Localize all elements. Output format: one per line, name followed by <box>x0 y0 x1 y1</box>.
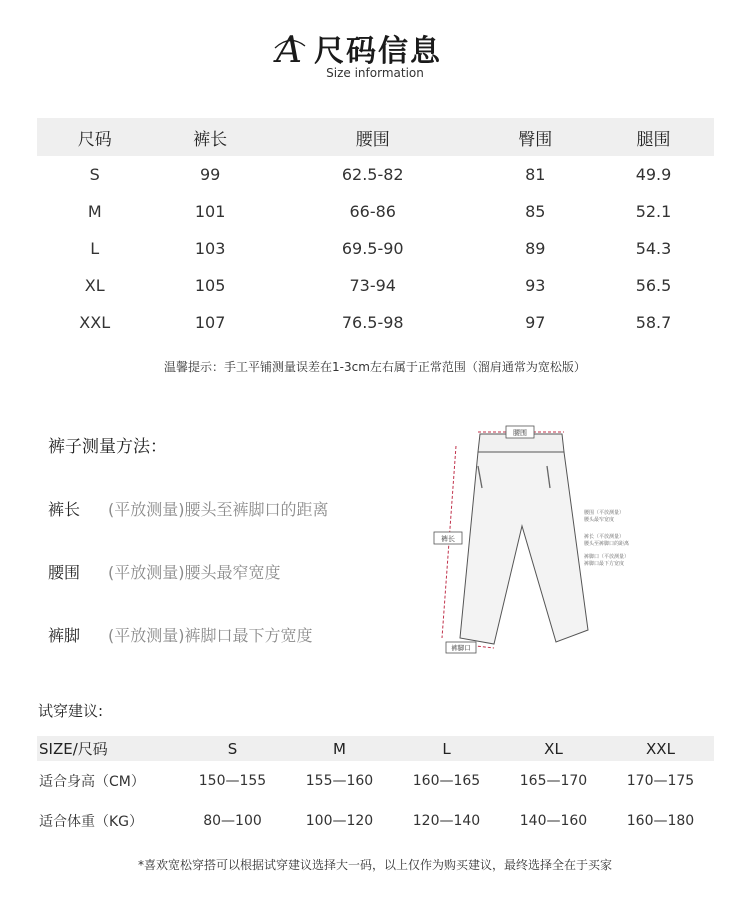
header-cell: 尺码 <box>37 118 152 156</box>
cell: S <box>89 165 100 184</box>
page-title <box>272 26 442 70</box>
header-cell: XXL <box>607 736 714 761</box>
method-label: 裤长 <box>48 500 81 519</box>
method-item <box>48 497 329 520</box>
header-cell: S <box>179 736 286 761</box>
table-row <box>37 761 714 801</box>
fit-table <box>37 736 714 841</box>
cell: 160—165 <box>412 773 481 789</box>
table-row <box>37 304 714 341</box>
table-row <box>37 193 714 230</box>
header-cell: M <box>286 736 393 761</box>
cell: 155—160 <box>305 773 374 789</box>
header-cell: 臀围 <box>478 118 593 156</box>
diagram-note: 腰头至裤脚口的距离 <box>584 541 630 547</box>
waist-tag-text: 腰围 <box>513 429 527 437</box>
size-table <box>37 118 714 341</box>
cell: 160—180 <box>626 813 695 829</box>
cell: 58.7 <box>635 313 672 332</box>
header-cell: 腿围 <box>593 118 714 156</box>
cell: 49.9 <box>635 165 672 184</box>
brand-logo <box>272 28 308 68</box>
cell: 适合身高（CM） <box>39 774 145 790</box>
method-desc: (平放测量)裤脚口最下方宽度 <box>108 626 313 645</box>
measurement-tip: 温馨提示：手工平铺测量误差在1-3cm左右属于正常范围（溜肩通常为宽松版） <box>164 360 586 374</box>
length-tag-text: 裤长 <box>441 535 455 543</box>
fit-title: 试穿建议: <box>38 702 104 720</box>
cell: L <box>90 239 100 258</box>
cell: 105 <box>194 276 226 295</box>
header-cell: XL <box>500 736 607 761</box>
cell: M <box>87 202 102 221</box>
header-cell: 腰围 <box>268 118 478 156</box>
cell: 140—160 <box>519 813 588 829</box>
diagram-note: 腰头最窄宽度 <box>584 517 615 523</box>
header-cell: L <box>393 736 500 761</box>
header-cell: SIZE/尺码 <box>37 736 179 761</box>
cell: 97 <box>525 313 546 332</box>
diagram-note: 裤长（平放测量） <box>584 534 625 540</box>
fit-table-header <box>37 736 714 761</box>
cell: 89 <box>525 239 546 258</box>
cell: 76.5-98 <box>341 313 404 332</box>
cell: 66-86 <box>349 202 396 221</box>
pants-body <box>460 452 588 644</box>
table-row <box>37 267 714 304</box>
size-table-header <box>37 118 714 156</box>
cell: XL <box>84 276 105 295</box>
diagram-note: 裤脚口（平放测量） <box>584 554 630 560</box>
diagram-note: 裤脚口最下方宽度 <box>584 561 625 567</box>
cell: 62.5-82 <box>341 165 404 184</box>
cell: XXL <box>79 313 111 332</box>
method-title: 裤子测量方法： <box>48 437 167 457</box>
method-item <box>48 623 313 646</box>
cell: 73-94 <box>349 276 396 295</box>
method-desc: (平放测量)腰头至裤脚口的距离 <box>108 500 329 519</box>
method-label: 腰围 <box>48 563 81 582</box>
cell: 120—140 <box>412 813 481 829</box>
cell: 101 <box>194 202 226 221</box>
cell: 52.1 <box>635 202 672 221</box>
cell: 81 <box>525 165 546 184</box>
footer-note: *喜欢宽松穿搭可以根据试穿建议选择大一码，以上仅作为购买建议，最终选择全在于买家 <box>137 858 612 872</box>
table-row <box>37 230 714 267</box>
cell: 69.5-90 <box>341 239 404 258</box>
cell: 80—100 <box>203 813 262 829</box>
cell: 170—175 <box>626 773 695 789</box>
cell: 150—155 <box>198 773 267 789</box>
cell: 100—120 <box>305 813 374 829</box>
pants-diagram <box>412 418 650 658</box>
cell: 85 <box>525 202 546 221</box>
table-row <box>37 156 714 193</box>
cell: 107 <box>194 313 226 332</box>
cell: 93 <box>525 276 546 295</box>
header-cell: 裤长 <box>152 118 267 156</box>
method-label: 裤脚 <box>48 626 81 645</box>
method-item <box>48 560 281 583</box>
cell: 54.3 <box>635 239 672 258</box>
cell: 103 <box>194 239 226 258</box>
method-desc: (平放测量)腰头最窄宽度 <box>108 563 281 582</box>
table-row <box>37 801 714 841</box>
cell: 适合体重（KG） <box>39 814 144 830</box>
subtitle: Size information <box>326 66 424 80</box>
svg-text:A: A <box>276 30 302 68</box>
diagram-note: 腰围（平放测量） <box>584 510 625 516</box>
hem-tag-text: 裤脚口 <box>451 644 471 652</box>
title-text: 尺码信息 <box>314 34 442 69</box>
cell: 99 <box>199 165 221 184</box>
cell: 56.5 <box>635 276 672 295</box>
cell: 165—170 <box>519 773 588 789</box>
